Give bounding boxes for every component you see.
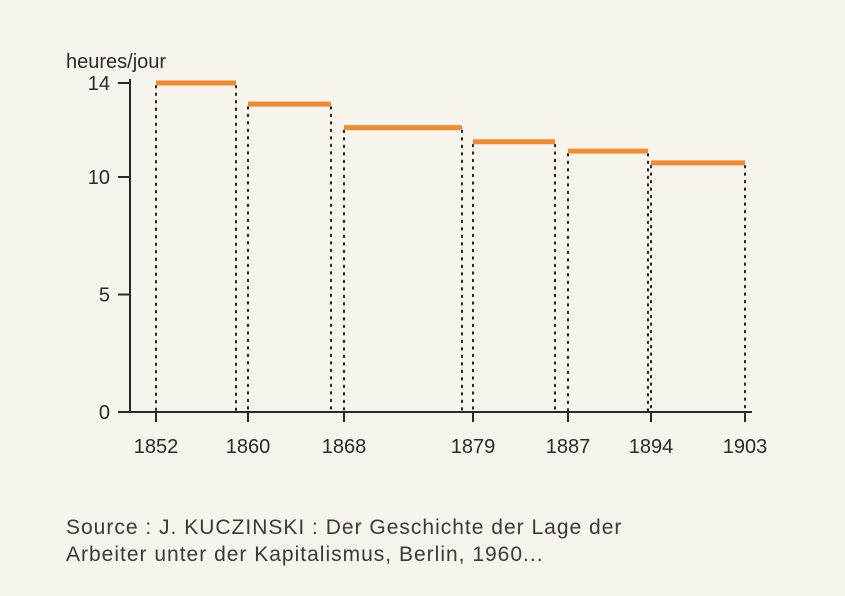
tick-labels — [88, 73, 768, 458]
x-tick-label-1894: 1894 — [628, 436, 674, 458]
y-tick-label-10: 10 — [87, 167, 110, 189]
x-tick-label-1860: 1860 — [225, 436, 271, 458]
y-tick-label-14: 14 — [87, 73, 110, 95]
source-line-1: Source : J. KUCZINSKI : Der Geschichte der Lage der — [66, 516, 623, 539]
source-line-2: Arbeiter unter der Kapitalismus, Berlin, 1960... — [66, 543, 544, 566]
guide-lines — [156, 86, 745, 412]
axes — [118, 79, 752, 422]
x-tick-label-1903: 1903 — [722, 436, 768, 458]
y-tick-label-0: 0 — [98, 402, 110, 424]
y-tick-label-5: 5 — [98, 284, 110, 307]
source-note — [66, 514, 826, 568]
series-steps — [156, 83, 745, 163]
y-axis-label: heures/jour — [66, 51, 167, 73]
x-tick-label-1887: 1887 — [545, 436, 591, 458]
x-tick-label-1852: 1852 — [133, 436, 179, 458]
x-tick-label-1868: 1868 — [321, 436, 367, 458]
x-tick-label-1879: 1879 — [450, 436, 496, 458]
